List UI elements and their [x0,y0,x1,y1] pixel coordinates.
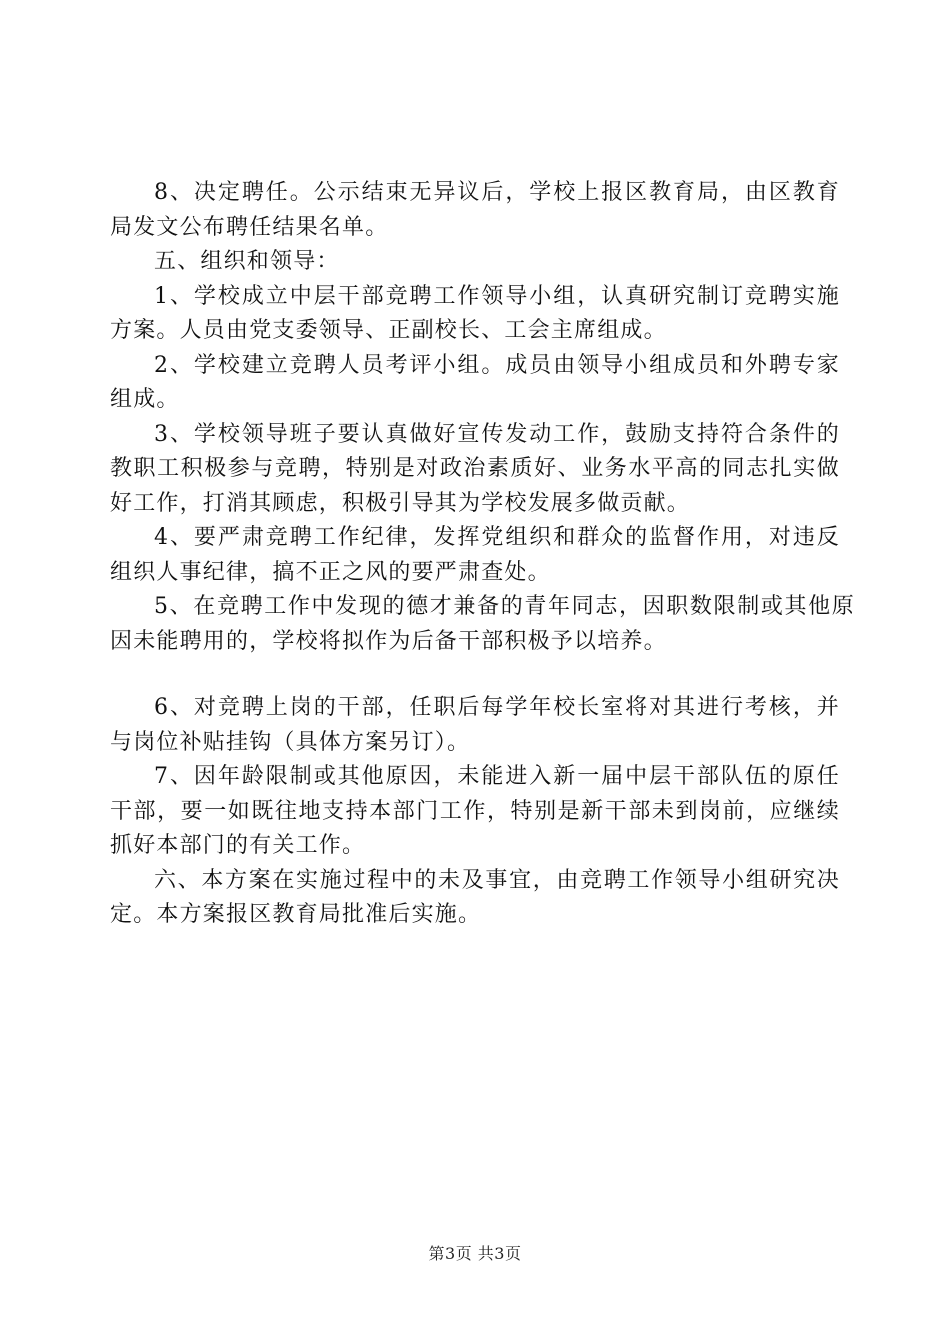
paragraph-item-2: 2、学校建立竞聘人员考评小组。成员由领导小组成员和外聘专家组成。 [110,352,840,412]
section-six-paragraph: 六、本方案在实施过程中的未及事宜，由竞聘工作领导小组研究决定。本方案报区教育局批准后实施。 [110,867,840,927]
paragraph-item-5: 5、在竞聘工作中发现的德才兼备的青年同志，因职数限制或其他原因未能聘用的，学校将拟作为后备干部积极予以培养。 [110,594,855,654]
paragraph-item-1: 1、学校成立中层干部竞聘工作领导小组，认真研究制订竞聘实施方案。人员由党支委领导、正副校长、工会主席组成。 [110,283,840,343]
section-heading-organization: 五、组织和领导： [154,249,340,274]
paragraph-item-3: 3、学校领导班子要认真做好宣传发动工作，鼓励支持符合条件的教职工积极参与竞聘，特别是对政治素质好、业务水平高的同志扎实做好工作，打消其顾虑，积极引导其为学校发展多做贡献。 [110,421,840,516]
document-body [110,176,855,933]
paragraph-item-4: 4、要严肃竞聘工作纪律，发挥党组织和群众的监督作用，对违反组织人事纪律，搞不正之风的要严肃查处。 [110,525,840,585]
paragraph-item-6: 6、对竞聘上岗的干部，任职后每学年校长室将对其进行考核，并与岗位补贴挂钩（具体方案另订）。 [110,695,840,755]
paragraph-item-7: 7、因年龄限制或其他原因，未能进入新一届中层干部队伍的原任干部，要一如既往地支持本部门工作，特别是新干部未到岗前，应继续抓好本部门的有关工作。 [110,764,840,858]
paragraph-item-8: 8、决定聘任。公示结束无异议后，学校上报区教育局，由区教育局发文公布聘任结果名单。 [110,180,840,240]
page-number-footer: 第3页 共3页 [428,1244,522,1263]
